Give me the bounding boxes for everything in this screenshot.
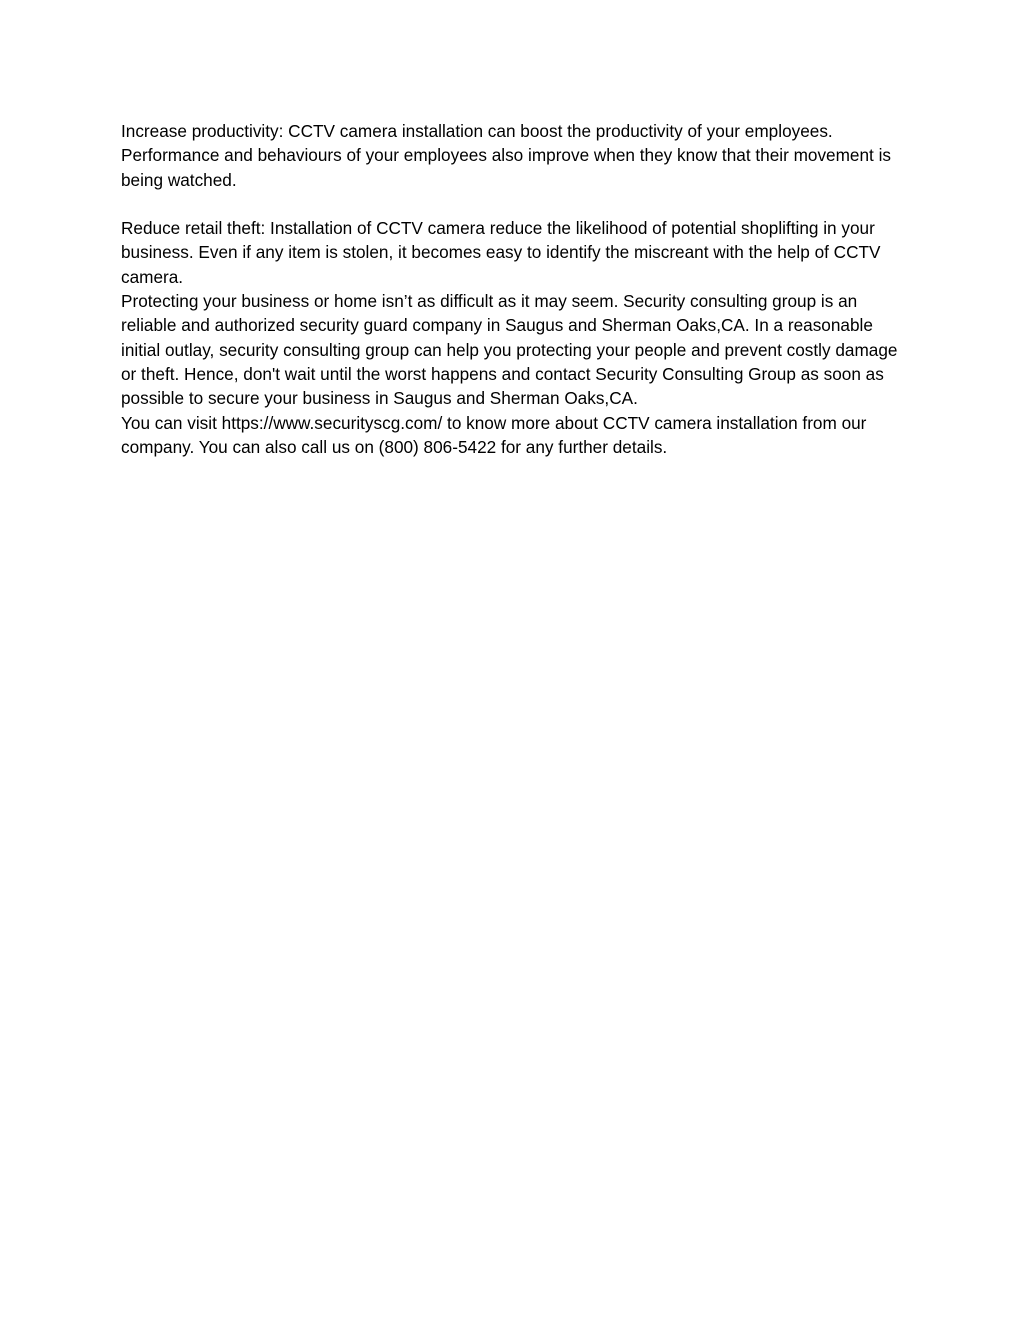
paragraph-increase-productivity: Increase productivity: CCTV camera installation can boost the productivity of your employees. Performance and behaviours of your employees also improve when they know that their movement is being watched. <box>121 121 892 190</box>
paragraph-protecting-business: Protecting your business or home isn’t as difficult as it may seem. Security consulting group is an reliable and authorized security guard company in Saugus and Sherman Oaks,CA. In a reasonable initial outlay, security consulting group can help you protecting your people and prevent costly damage or theft. Hence, don't wait until the worst happens and contact Security Consulting Group as soon as possible to secure your business in Saugus and Sherman Oaks,CA. <box>121 291 898 409</box>
document-body <box>121 119 911 459</box>
paragraph-contact-info: You can visit https://www.securityscg.com/ to know more about CCTV camera installation from our company. You can also call us on (800) 806-5422 for any further details. <box>121 412 867 457</box>
paragraph-reduce-retail-theft: Reduce retail theft: Installation of CCTV camera reduce the likelihood of potential shoplifting in your business. Even if any item is stolen, it becomes easy to identify the miscreant with the help of CCTV camera. <box>121 218 881 287</box>
